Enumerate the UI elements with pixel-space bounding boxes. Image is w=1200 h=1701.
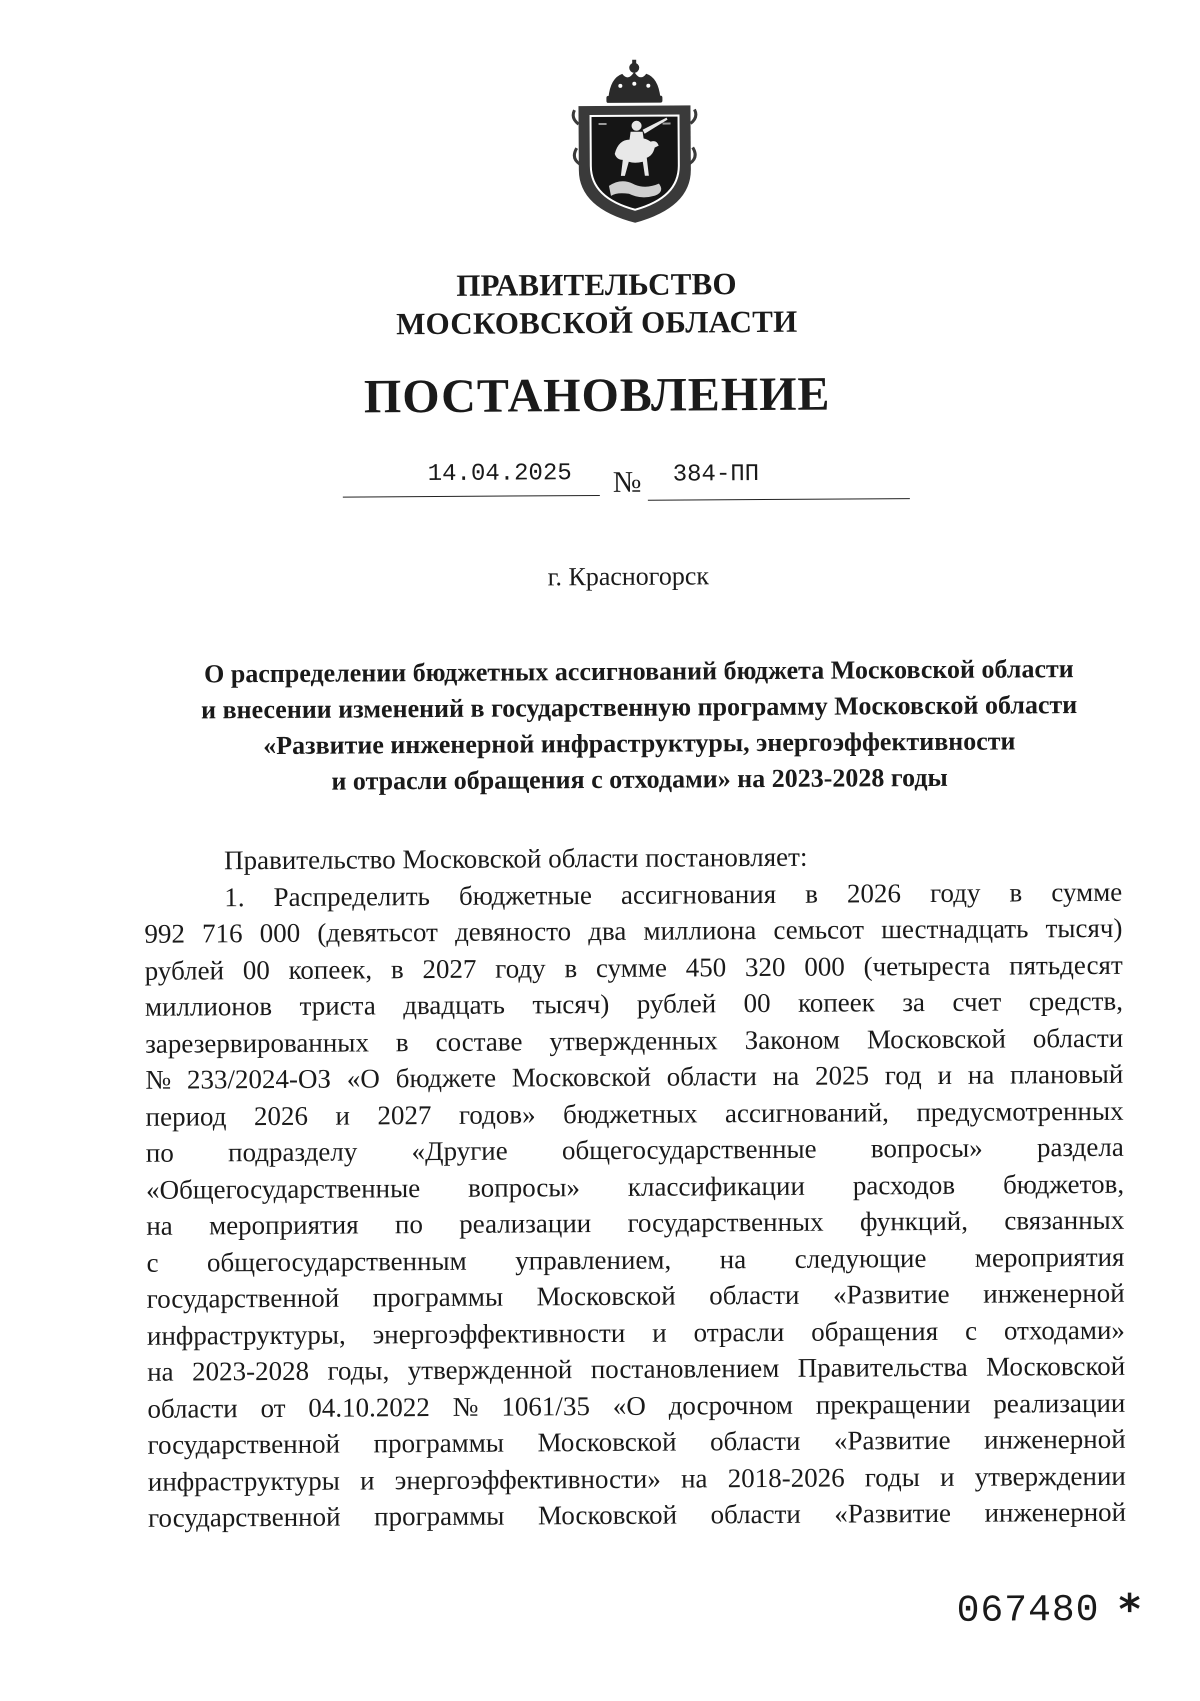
document-type-title: ПОСТАНОВЛЕНИЕ bbox=[363, 367, 831, 424]
serial-number: 067480 bbox=[956, 1588, 1100, 1633]
body-line: рублей 00 копеек, в 2027 году в сумме 450 320 000 (четыреста пятьдесят bbox=[144, 949, 1123, 986]
body-line: на мероприятия по реализации государственных функций, связанных bbox=[146, 1204, 1125, 1241]
document-body bbox=[144, 837, 1126, 1536]
body-line: на 2023-2028 годы, утвержденной постановлением Правительства Московской bbox=[147, 1350, 1126, 1387]
document-date: 14.04.2025 bbox=[427, 460, 572, 489]
government-title-line1: ПРАВИТЕЛЬСТВО bbox=[456, 266, 737, 303]
body-line: период 2026 и 2027 годов» бюджетных ассигнований, предусмотренных bbox=[145, 1095, 1124, 1132]
body-line: государственной программы Московской области «Развитие инженерной bbox=[147, 1496, 1127, 1533]
asterisk-mark: * bbox=[1118, 1584, 1141, 1634]
government-title-line2: МОСКОВСКОЙ ОБЛАСТИ bbox=[396, 303, 798, 342]
body-line: по подразделу «Другие общегосударственные вопросы» раздела bbox=[145, 1131, 1124, 1168]
number-sign: № bbox=[612, 465, 642, 499]
body-line: 992 716 000 (девятьсот девяносто два миллиона семьсот шестнадцать тысяч) bbox=[144, 912, 1123, 949]
subject-line: и отрасли обращения с отходами» на 2023-2028 годы bbox=[331, 762, 948, 796]
coat-of-arms-icon bbox=[570, 57, 699, 226]
subject-line: О распределении бюджетных ассигнований бюджета Московской области bbox=[204, 654, 1074, 689]
body-line: миллионов триста двадцать тысяч) рублей 00 копеек за счет средств, bbox=[144, 985, 1123, 1022]
body-line: инфраструктуры, энергоэффективности и отрасли обращения с отходами» bbox=[146, 1314, 1125, 1351]
city-of-issue: г. Красногорск bbox=[547, 561, 710, 592]
subject-line: «Развитие инженерной инфраструктуры, энергоэффективности bbox=[263, 726, 1016, 761]
date-underline bbox=[343, 495, 600, 498]
body-line: «Общегосударственные вопросы» классификации расходов бюджетов, bbox=[145, 1168, 1125, 1205]
document-number: 384-ПП bbox=[672, 461, 760, 489]
body-line: государственной программы Московской области «Развитие инженерной bbox=[146, 1277, 1125, 1314]
body-line: зарезервированных в составе утвержденных Законом Московской области bbox=[145, 1022, 1124, 1059]
preamble: Правительство Московской области постановляет: bbox=[223, 841, 808, 876]
body-line: инфраструктуры и энергоэффективности» на 2018-2026 годы и утверждении bbox=[147, 1460, 1126, 1497]
body-line: государственной программы Московской области «Развитие инженерной bbox=[147, 1423, 1126, 1460]
body-line: области от 04.10.2022 № 1061/35 «О досрочном прекращении реализации bbox=[147, 1387, 1126, 1424]
clause-1-text bbox=[144, 873, 1126, 1536]
document-subject bbox=[139, 651, 1140, 801]
body-line: с общегосударственным управлением, на следующие мероприятия bbox=[146, 1241, 1125, 1278]
number-underline bbox=[648, 498, 910, 501]
subject-line: и внесении изменений в государственную программу Московской области bbox=[200, 690, 1078, 725]
body-line: 1. Распределить бюджетные ассигнования в 2026 году в сумме bbox=[224, 876, 1123, 912]
body-line: № 233/2024-ОЗ «О бюджете Московской области на 2025 год и на плановый bbox=[145, 1058, 1124, 1095]
